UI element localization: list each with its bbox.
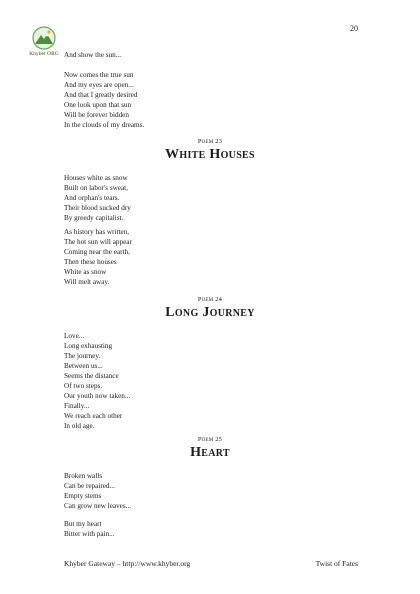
poem-line: Then these houses [64,258,117,266]
stanza [64,173,131,223]
poem-line: White as snow [64,268,107,276]
stanza [64,331,130,431]
stanza [64,50,121,60]
poem-line: As history has written, [64,228,130,236]
footer-source: Khyber Gateway – http://www.khyber.org [64,559,191,568]
poem-heading [0,436,420,461]
poem-line: One look upon that sun [64,101,132,109]
poem-heading [0,296,420,321]
poem-line: The hot sun will appear [64,238,132,246]
poem-line: And my eyes are open... [64,81,134,89]
poem-line: Can grow new leaves... [64,502,132,510]
poem-line: Love... [64,332,85,340]
khyber-logo [22,26,66,57]
stanza [64,519,115,539]
poem-line: Broken walls [64,472,103,480]
poem-number: Poem 24 [197,296,223,303]
poem-line: Finally... [64,402,90,410]
poem-line: Now comes the true sun [64,71,134,79]
poem-title: Long Journey [165,305,255,320]
poem-title: Heart [190,445,230,460]
poem-line: Their blood sucked dry [64,204,131,212]
poem-line: Will be forever bidden [64,111,129,119]
page-number: 20 [350,24,358,33]
poem-line: Houses white as snow [64,174,128,182]
poem-line: And that I greatly desired [64,91,138,99]
poem-line: The journey. [64,352,101,360]
poem-line: Built on labor's sweat, [64,184,128,192]
poem-line: Of two steps. [64,382,103,390]
stanza [64,70,144,130]
poem-line: Between us... [64,362,103,370]
poem-line: In the clouds of my dreams. [64,121,145,129]
poem-line: Will melt away. [64,278,110,286]
poem-line: By greedy capitalist. [64,214,124,222]
poem-line: Long exhausting [64,342,113,350]
logo-text: Khyber ORG [29,51,59,57]
poem-line: Coming near the earth, [64,248,130,256]
poem-line: In old age. [64,422,95,430]
poem-line: We reach each other [64,412,123,420]
poem-line: Empty stems [64,492,102,500]
poem-line: Can be repaired... [64,482,115,490]
poem-title: White Houses [165,147,255,162]
poem-line: Seems the distance [64,372,119,380]
poem-number: Poem 23 [197,138,223,145]
poem-number: Poem 25 [197,436,223,443]
mountain-logo-icon [32,26,56,50]
poem-line: Bitter with pain... [64,530,115,538]
poem-line: And orphan's tears. [64,194,120,202]
footer-book-title: Twist of Fates [315,559,358,568]
poem-line: But my heart [64,520,102,528]
poem-line: Our youth now taken... [64,392,131,400]
stanza [64,227,132,287]
stanza [64,471,131,511]
poem-heading [0,138,420,163]
poem-line: And show the sun... [64,51,122,59]
